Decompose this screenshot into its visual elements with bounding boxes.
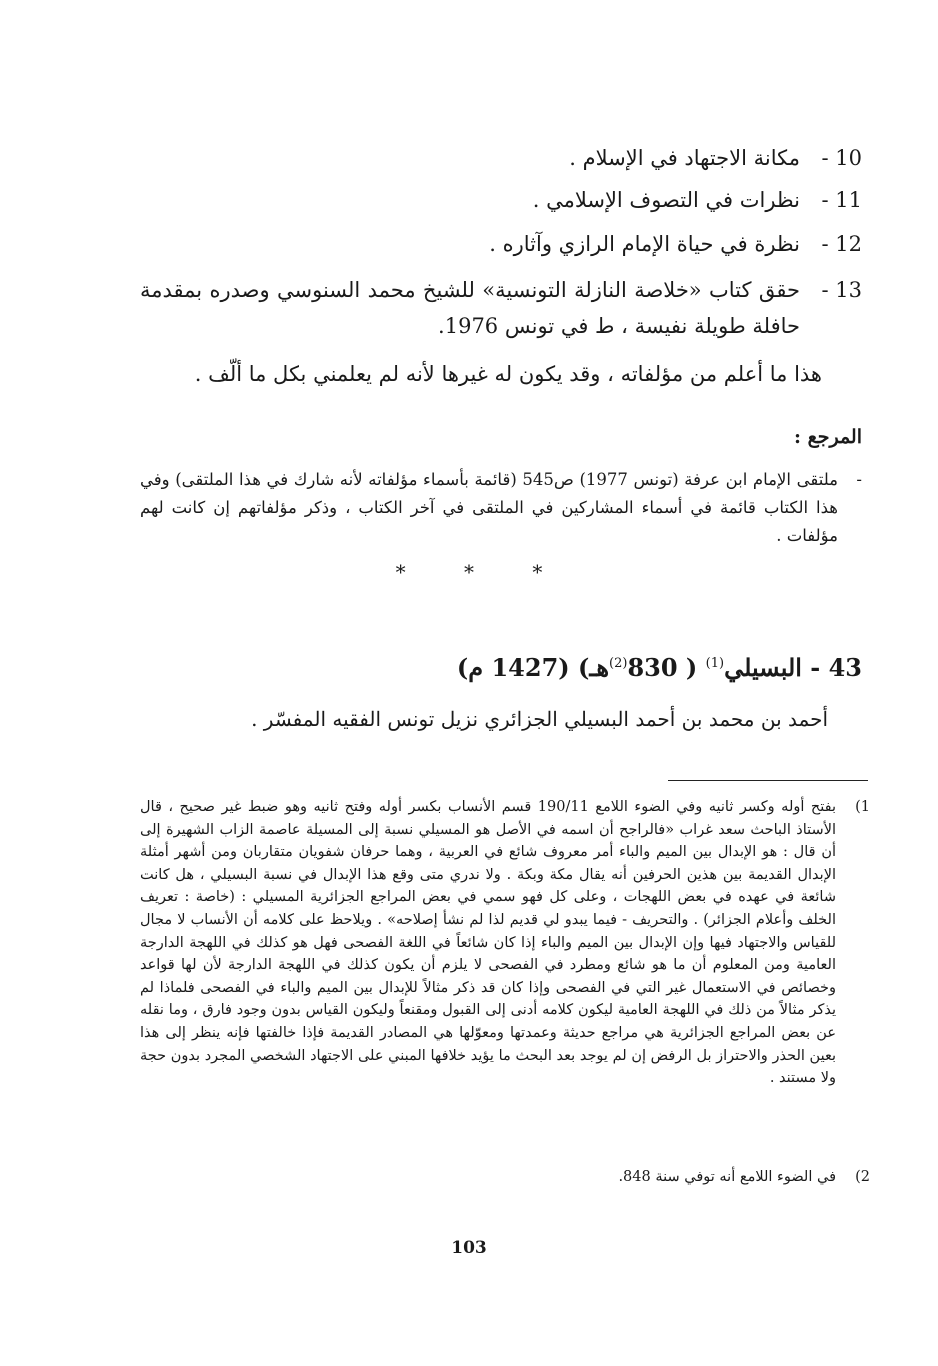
- footnote-text: في الضوء اللامع أنه توفي سنة 848.: [618, 1169, 836, 1185]
- entry-heading-year: ( 830: [627, 653, 706, 682]
- works-list-item: [140, 226, 862, 262]
- works-list-item: [140, 272, 862, 344]
- footnote-ref-2: (2): [609, 656, 628, 671]
- closing-paragraph: هذا ما أعلم من مؤلفاته ، وقد يكون له غيرها لأنه لم يعلمني بكل ما ألّف .: [194, 362, 822, 386]
- separator-star: *: [532, 560, 543, 584]
- list-number: 10 -: [821, 146, 862, 170]
- footnote-number: 1): [855, 799, 870, 815]
- footnote-text: بفتح أوله وكسر ثانيه وفي الضوء اللامع 190/11 قسم الأنساب بكسر أوله وفتح ثانيه وهو ضبط غير صحيح ، قال الأستاذ الباحث سعد غراب «فالراجح أن اسمه في الأصل هو المسيلي نسبة إلى المسيلة عاصمة الزاب الشهيرة إلى أن قال : هو الإبدال بين الميم والباء أمر معروف شائع في العربية ، وهما حرفان شفويان متقاربان ومن أشهر أمثلة الإبدال القديمة بين هذين الحرفين أنه يقال مكة وبكة . ولا ندري متى وقع هذا الإبدال في نسبة البسيلي ، هل كانت شائعة في عهده في بعض اللهجات ، وعلى كل فهو سمي في بعض المراجع الجزائرية المسيلي : (خاصة : تعريف الخلف وأعلام الجزائر) . والتحريف - فيما يبدو لي قديم لذا لم نشأ إصلاحه» . ويلاحظ على كلامه أن الأنساب لا مجال للقياس والاجتهاد فيها وإن الإبدال بين الميم والباء إذا كان شائعاً في اللغة الفصحى فهل هو كذلك في اللهجة الدارجة العامية ومن المعلوم أن ما هو شائع ومطرد في الفصحى لا يلزم أن يكون كذلك في اللهجة الدارجة لأن لها قواعد وخصائص في الاستعمال غير التي في الفصحى وإذا كان قد ذكر مثالاً للإبدال بين الميم والباء في الفصحى فلماذا لم يذكر مثالاً من ذلك في اللهجة العامية ليكون كلامه أدنى إلى القبول ومقنعاً وليكون القياس بدون وجود فارق ، وما نقله عن بعض المراجع الجزائرية هي مراجع حديثة وعمدتها ومعوّلها هي المصادر القديمة فإذا خالفتها فإنه ينظر إلى هذا بعين الحذر والاحتراز بل الرفض إن لم يوجد بعد البحث ما يؤيد خلافها المبني على الاجتهاد الشخصي المجرد بدون حجة ولا مستند .: [140, 799, 836, 1087]
- section-separator: [0, 560, 938, 584]
- footnote-number: 2): [855, 1169, 870, 1185]
- list-text: مكانة الاجتهاد في الإسلام .: [569, 146, 800, 170]
- reference-dash: -: [856, 470, 862, 489]
- works-list-item: [140, 182, 862, 218]
- footnote: [140, 796, 870, 1090]
- list-text: نظرات في التصوف الإسلامي .: [532, 188, 800, 212]
- entry-heading: [457, 644, 862, 688]
- works-list-item: [140, 140, 862, 176]
- page-number: 103: [451, 1238, 487, 1258]
- entry-body: أحمد بن محمد بن أحمد البسيلي الجزائري نزيل تونس الفقيه المفسّر .: [251, 707, 828, 731]
- footnote-ref-1: (1): [705, 656, 725, 671]
- footnote-divider: [668, 780, 868, 781]
- entry-heading-name: 43 - البسيلي: [724, 653, 862, 682]
- reference-heading: المرجع :: [793, 426, 862, 448]
- footnote: [140, 1166, 870, 1189]
- list-text: حقق كتاب «خلاصة النازلة التونسية» للشيخ محمد السنوسي وصدره بمقدمة حافلة طويلة نفيسة ، ط في تونس 1976.: [140, 278, 800, 338]
- reference-text: ملتقى الإمام ابن عرفة (تونس 1977) ص545 (قائمة بأسماء مؤلفاته لأنه شارك في هذا الملتقى) وفي هذا الكتاب قائمة في أسماء المشاركين في الملتقى في آخر الكتاب ، وذكر مؤلفاتهم إن كانت لهم مؤلفات .: [140, 470, 838, 545]
- list-number: 13 -: [821, 278, 862, 302]
- list-number: 11 -: [821, 188, 862, 212]
- separator-star: *: [464, 560, 474, 584]
- list-text: نظرة في حياة الإمام الرازي وآثاره .: [489, 232, 800, 256]
- list-number: 12 -: [821, 232, 862, 256]
- entry-heading-dates: هـ) (1427 م): [456, 653, 610, 682]
- reference-item: [140, 466, 862, 550]
- separator-star: *: [395, 560, 406, 584]
